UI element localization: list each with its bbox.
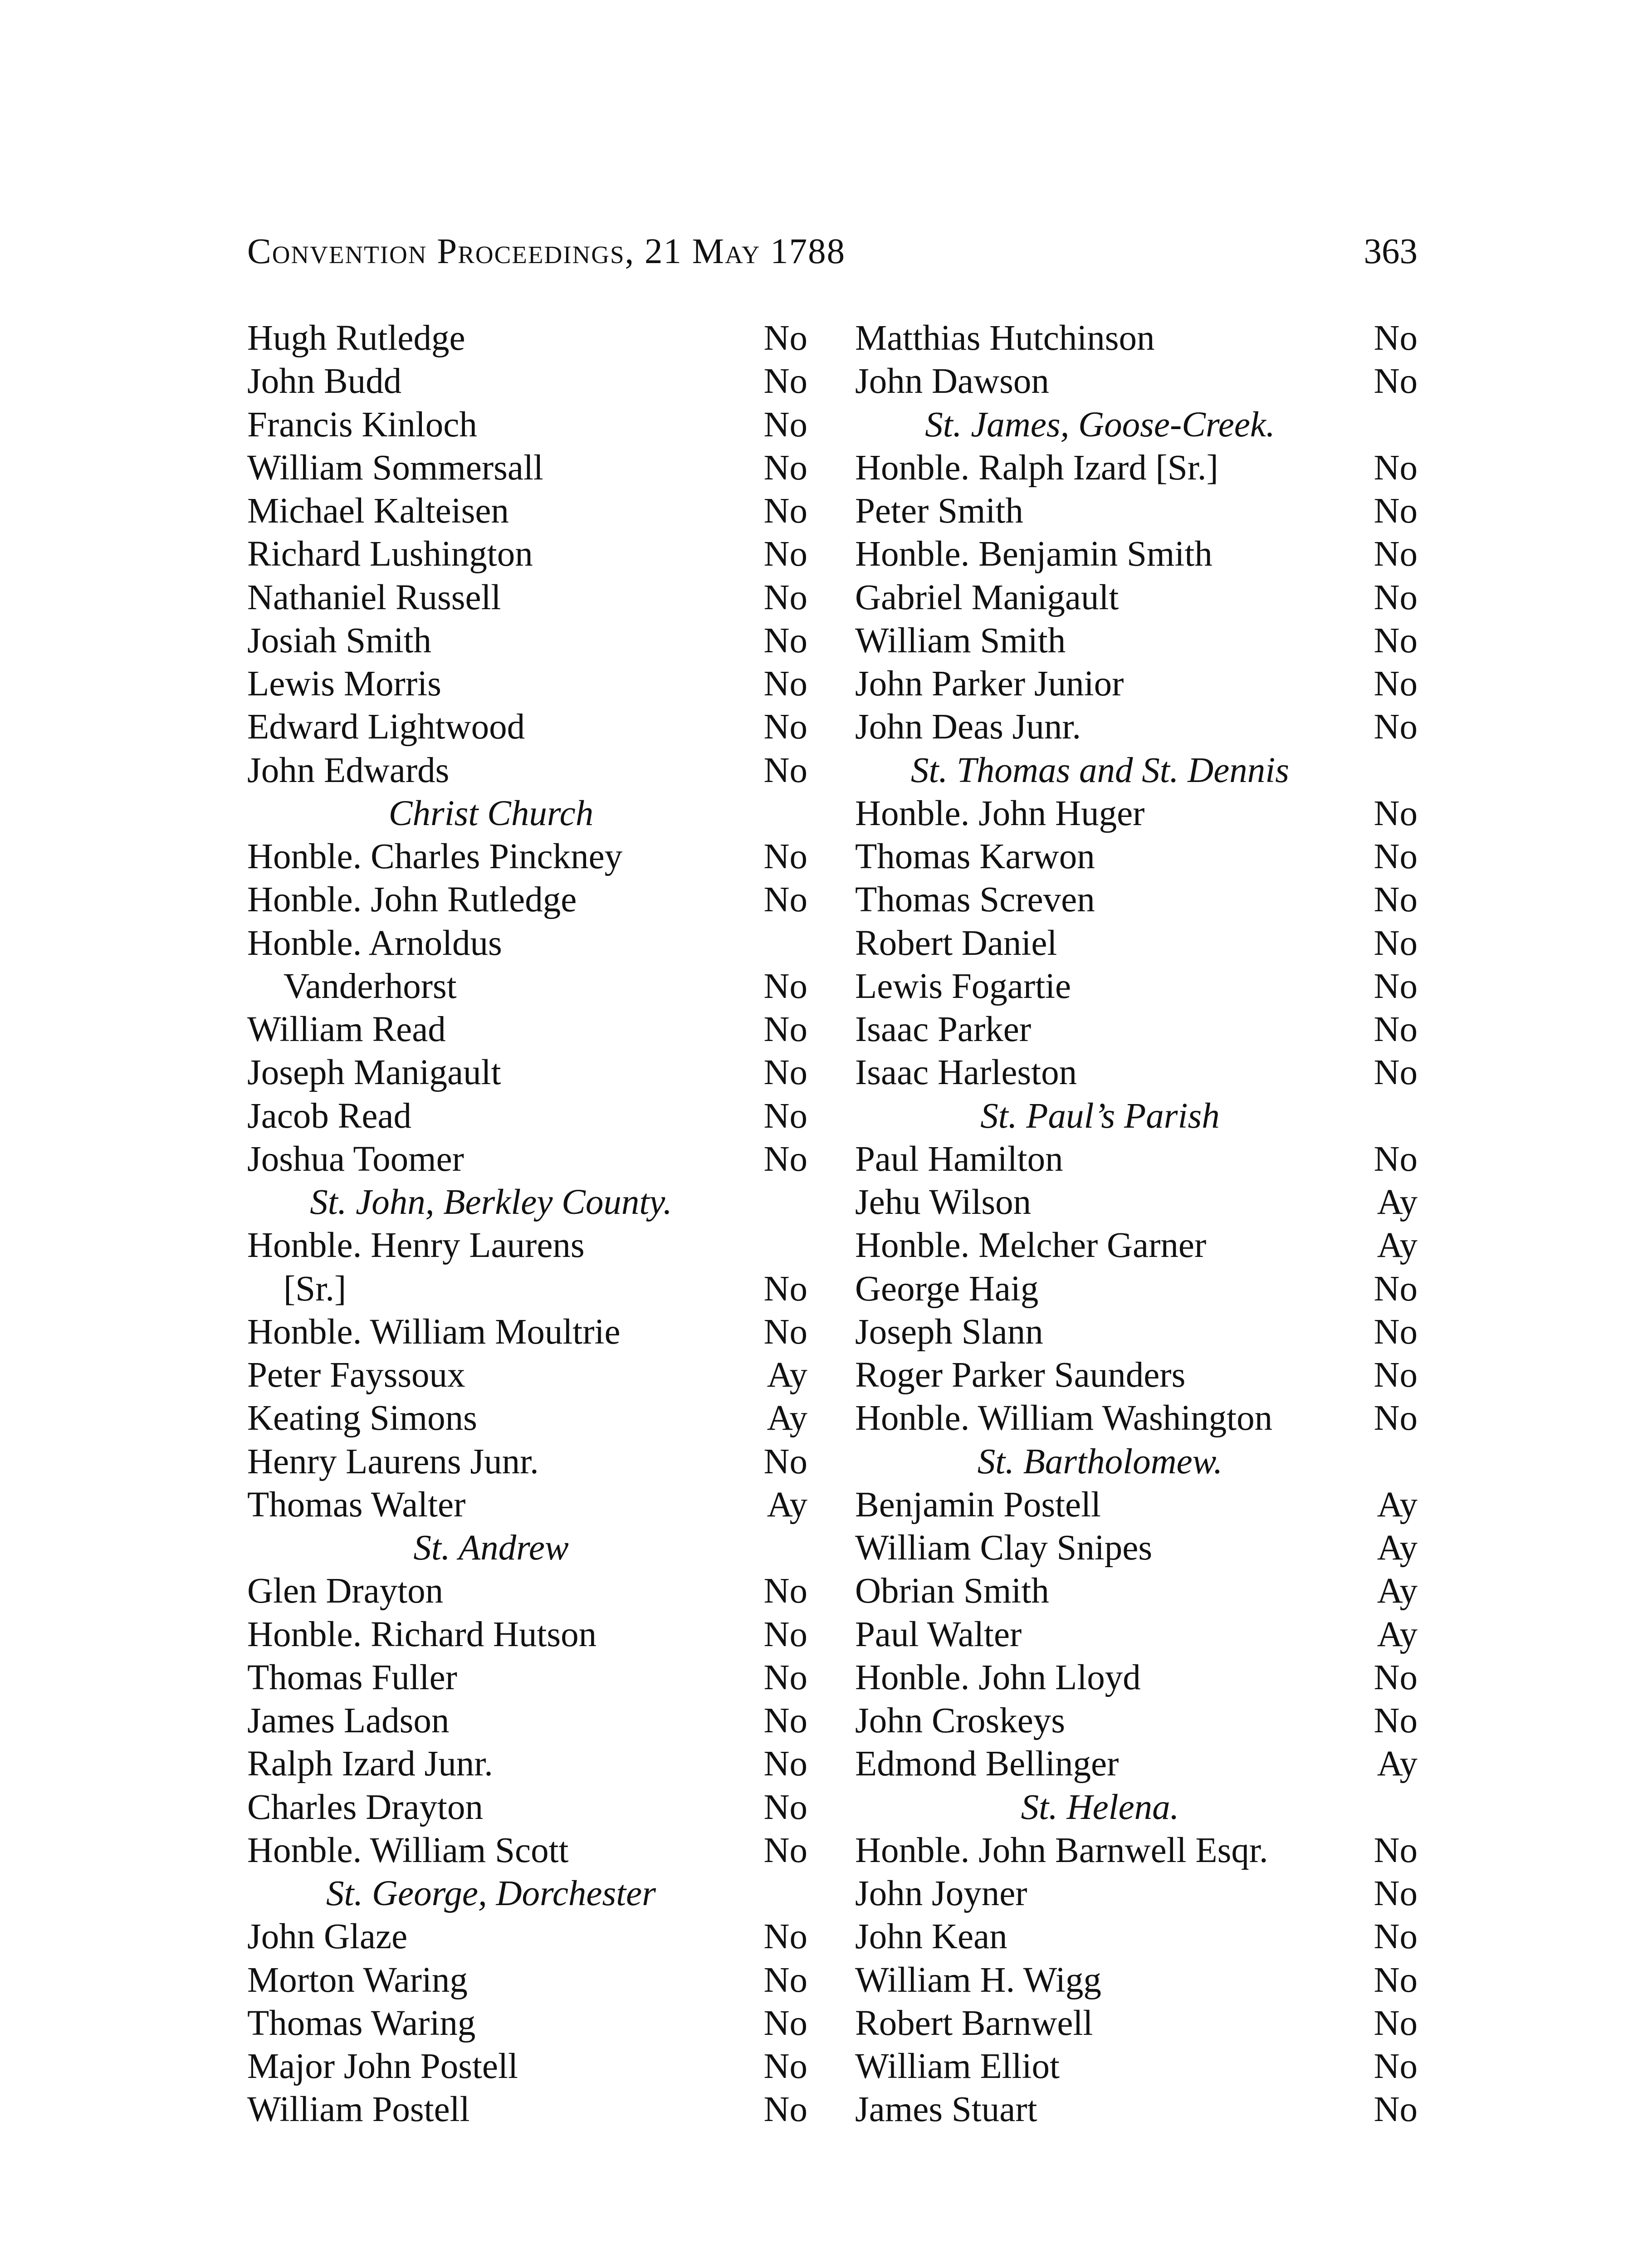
vote-row	[247, 1483, 807, 1526]
vote-value: Ay	[1377, 1528, 1418, 1568]
vote-row	[247, 1095, 807, 1138]
vote-value: No	[1374, 923, 1418, 963]
vote-row	[247, 965, 807, 1008]
member-name: Jacob Read	[247, 1096, 411, 1136]
parish-heading	[247, 1181, 807, 1224]
member-name: Honble. Richard Hutson	[247, 1614, 597, 1654]
member-name: Thomas Screven	[855, 880, 1095, 920]
vote-row	[247, 533, 807, 576]
vote-value: No	[1374, 1960, 1418, 2000]
member-name: James Ladson	[247, 1701, 450, 1740]
member-name: John Kean	[855, 1917, 1007, 1957]
member-name: Roger Parker Saunders	[855, 1355, 1186, 1395]
vote-value: No	[763, 405, 807, 445]
parish-heading	[247, 1526, 807, 1569]
vote-row	[247, 576, 807, 619]
vote-value: No	[763, 1614, 807, 1654]
vote-value: No	[763, 966, 807, 1006]
vote-row	[247, 662, 807, 705]
vote-row	[855, 1397, 1418, 1440]
vote-value: No	[763, 577, 807, 617]
member-name: Henry Laurens Junr.	[247, 1442, 539, 1481]
member-name: Robert Daniel	[855, 923, 1057, 963]
parish-heading	[855, 1440, 1418, 1483]
vote-value: No	[1374, 621, 1418, 660]
vote-row	[855, 1526, 1418, 1569]
running-title: Convention Proceedings, 21 May 1788	[247, 232, 846, 271]
member-name: George Haig	[855, 1269, 1039, 1309]
vote-value: No	[763, 1960, 807, 2000]
member-name: Peter Fayssoux	[247, 1355, 465, 1395]
vote-row	[247, 446, 807, 489]
member-name: Gabriel Manigault	[855, 577, 1119, 617]
vote-value: No	[1374, 966, 1418, 1006]
vote-row	[247, 1915, 807, 1958]
vote-value: No	[1374, 1917, 1418, 1957]
vote-row	[247, 705, 807, 748]
member-name: Glen Drayton	[247, 1571, 444, 1611]
member-name: John Parker Junior	[855, 664, 1124, 704]
vote-value: Ay	[1377, 1226, 1418, 1266]
member-name: Honble. William Moultrie	[247, 1312, 621, 1352]
vote-value: No	[1374, 1053, 1418, 1093]
member-name: Honble. William Washington	[855, 1398, 1273, 1438]
vote-row	[247, 1569, 807, 1613]
vote-value: No	[1374, 1701, 1418, 1740]
member-name: John Joyner	[855, 1874, 1027, 1913]
member-name: Joseph Manigault	[247, 1053, 501, 1093]
vote-value: No	[763, 750, 807, 790]
vote-value: No	[1374, 1139, 1418, 1179]
vote-value: Ay	[1377, 1571, 1418, 1611]
vote-value: No	[763, 448, 807, 488]
member-name: James Stuart	[855, 2090, 1037, 2130]
vote-row	[855, 1354, 1418, 1397]
vote-value: No	[763, 1744, 807, 1784]
vote-row	[855, 1008, 1418, 1051]
parish-name: St. James, Goose-Creek.	[925, 405, 1275, 445]
vote-row	[247, 360, 807, 403]
member-name: Isaac Harleston	[855, 1053, 1077, 1093]
vote-value: No	[1374, 448, 1418, 488]
left-vote-column	[247, 317, 807, 2131]
vote-value: Ay	[1377, 1183, 1418, 1222]
member-name: Joseph Slann	[855, 1312, 1043, 1352]
vote-row	[247, 1267, 807, 1310]
running-header	[247, 227, 1418, 277]
vote-value: No	[1374, 534, 1418, 574]
vote-row	[855, 1181, 1418, 1224]
vote-row	[855, 1959, 1418, 2002]
member-name: Isaac Parker	[855, 1010, 1032, 1049]
vote-row	[855, 878, 1418, 921]
vote-value: No	[1374, 2090, 1418, 2130]
vote-row	[247, 489, 807, 533]
vote-row	[855, 446, 1418, 489]
vote-row	[247, 403, 807, 446]
vote-row	[855, 922, 1418, 965]
vote-row	[855, 1051, 1418, 1094]
vote-value: No	[763, 1139, 807, 1179]
parish-heading	[855, 749, 1418, 792]
parish-name: St. Andrew	[413, 1528, 569, 1568]
vote-row	[247, 317, 807, 360]
vote-row	[247, 1699, 807, 1742]
vote-row	[247, 1656, 807, 1699]
parish-name: St. George, Dorchester	[326, 1874, 656, 1913]
parish-name: St. Paul’s Parish	[980, 1096, 1220, 1136]
vote-row	[855, 489, 1418, 533]
vote-value: No	[763, 2003, 807, 2043]
vote-value: No	[1374, 2003, 1418, 2043]
member-name: Honble. Ralph Izard [Sr.]	[855, 448, 1218, 488]
vote-value: No	[1374, 491, 1418, 531]
parish-heading	[247, 792, 807, 835]
vote-value: No	[763, 2090, 807, 2130]
member-name: Paul Hamilton	[855, 1139, 1063, 1179]
vote-row	[855, 619, 1418, 662]
page-number: 363	[1364, 232, 1418, 271]
member-name: William Clay Snipes	[855, 1528, 1153, 1568]
vote-row	[247, 1959, 807, 2002]
vote-value: No	[1374, 707, 1418, 747]
right-vote-column	[855, 317, 1418, 2131]
vote-value: No	[1374, 1830, 1418, 1870]
vote-value: No	[1374, 1355, 1418, 1395]
vote-value: Ay	[1377, 1744, 1418, 1784]
vote-value: No	[763, 1312, 807, 1352]
parish-name: St. Helena.	[1021, 1787, 1179, 1827]
member-name: John Edwards	[247, 750, 450, 790]
vote-row	[855, 2088, 1418, 2131]
vote-value: Ay	[767, 1398, 807, 1438]
member-name: John Deas Junr.	[855, 707, 1081, 747]
vote-value: No	[1374, 1874, 1418, 1913]
vote-value: No	[1374, 577, 1418, 617]
vote-value: Ay	[767, 1485, 807, 1525]
vote-row	[855, 1310, 1418, 1354]
vote-value: No	[763, 1442, 807, 1481]
vote-value: No	[763, 534, 807, 574]
vote-value: No	[763, 2047, 807, 2086]
vote-row	[855, 792, 1418, 835]
vote-row	[855, 1742, 1418, 1785]
vote-row	[247, 1354, 807, 1397]
member-name: Lewis Fogartie	[855, 966, 1071, 1006]
vote-row	[247, 1310, 807, 1354]
vote-row	[247, 1138, 807, 1181]
member-name: John Croskeys	[855, 1701, 1066, 1740]
vote-value: No	[763, 318, 807, 358]
parish-name: Christ Church	[388, 793, 594, 833]
vote-row	[247, 1742, 807, 1785]
member-name: Paul Walter	[855, 1614, 1022, 1654]
vote-value: No	[1374, 837, 1418, 876]
vote-row	[855, 317, 1418, 360]
vote-value: No	[1374, 1398, 1418, 1438]
vote-value: No	[763, 837, 807, 876]
member-name: Michael Kalteisen	[247, 491, 509, 531]
vote-value: No	[1374, 2047, 1418, 2086]
vote-value: No	[1374, 1269, 1418, 1309]
vote-row	[855, 1138, 1418, 1181]
member-name: Peter Smith	[855, 491, 1023, 531]
vote-value: No	[763, 362, 807, 401]
vote-row	[247, 2002, 807, 2045]
member-name: Lewis Morris	[247, 664, 441, 704]
vote-row	[247, 1786, 807, 1829]
vote-row	[855, 965, 1418, 1008]
vote-value: No	[763, 1830, 807, 1870]
vote-row	[855, 1656, 1418, 1699]
parish-name: St. Thomas and St. Dennis	[911, 750, 1289, 790]
vote-value: No	[1374, 1657, 1418, 1697]
member-name: Honble. Melcher Garner	[855, 1226, 1207, 1266]
parish-heading	[247, 1872, 807, 1915]
vote-value: No	[1374, 664, 1418, 704]
member-name: William Smith	[855, 621, 1066, 660]
vote-row	[247, 835, 807, 878]
vote-value: Ay	[1377, 1485, 1418, 1525]
member-name: Jehu Wilson	[855, 1183, 1032, 1222]
member-name: Edmond Bellinger	[855, 1744, 1119, 1784]
vote-value: No	[763, 1053, 807, 1093]
vote-row	[247, 1051, 807, 1094]
vote-value: No	[763, 1571, 807, 1611]
vote-row	[855, 360, 1418, 403]
member-name: Ralph Izard Junr.	[247, 1744, 493, 1784]
member-name: Honble. Arnoldus	[247, 923, 502, 963]
member-name: John Glaze	[247, 1917, 408, 1957]
member-name: John Budd	[247, 362, 402, 401]
vote-row	[247, 1829, 807, 1872]
vote-value: No	[763, 1657, 807, 1697]
member-name: [Sr.]	[284, 1269, 347, 1309]
vote-row	[247, 1440, 807, 1483]
member-name: Matthias Hutchinson	[855, 318, 1155, 358]
member-name: Richard Lushington	[247, 534, 533, 574]
member-name: William Elliot	[855, 2047, 1060, 2086]
vote-row	[855, 1483, 1418, 1526]
vote-row	[247, 1397, 807, 1440]
vote-value: No	[763, 621, 807, 660]
member-name: Benjamin Postell	[855, 1485, 1101, 1525]
vote-row	[855, 2045, 1418, 2088]
vote-row	[247, 2088, 807, 2131]
parish-heading	[855, 1786, 1418, 1829]
member-name: Nathaniel Russell	[247, 577, 501, 617]
member-name: Honble. John Huger	[855, 793, 1145, 833]
vote-value: No	[763, 1096, 807, 1136]
vote-row	[247, 1008, 807, 1051]
member-name: William Read	[247, 1010, 446, 1049]
vote-row	[855, 1872, 1418, 1915]
vote-row	[855, 576, 1418, 619]
vote-value: No	[1374, 362, 1418, 401]
member-name: Vanderhorst	[284, 966, 457, 1006]
vote-value: No	[763, 707, 807, 747]
member-name: Charles Drayton	[247, 1787, 483, 1827]
vote-value: Ay	[1377, 1614, 1418, 1654]
vote-row	[855, 1613, 1418, 1656]
member-name: William Postell	[247, 2090, 470, 2130]
member-name: William Sommersall	[247, 448, 543, 488]
member-name: Keating Simons	[247, 1398, 477, 1438]
vote-value: No	[763, 664, 807, 704]
member-name: Honble. John Barnwell Esqr.	[855, 1830, 1268, 1870]
vote-value: No	[763, 1269, 807, 1309]
member-name: John Dawson	[855, 362, 1049, 401]
vote-value: No	[763, 491, 807, 531]
member-name: Honble. John Lloyd	[855, 1657, 1141, 1697]
vote-value: No	[763, 880, 807, 920]
vote-row	[855, 705, 1418, 748]
member-name: Honble. Henry Laurens	[247, 1226, 585, 1266]
member-name: Honble. John Rutledge	[247, 880, 577, 920]
vote-value: No	[1374, 880, 1418, 920]
vote-row	[247, 2045, 807, 2088]
member-name: Thomas Fuller	[247, 1657, 457, 1697]
vote-row	[855, 1829, 1418, 1872]
member-name: Robert Barnwell	[855, 2003, 1093, 2043]
vote-value: No	[763, 1701, 807, 1740]
member-name: Hugh Rutledge	[247, 318, 465, 358]
member-name: Josiah Smith	[247, 621, 432, 660]
member-name: Thomas Waring	[247, 2003, 476, 2043]
member-name: Major John Postell	[247, 2047, 518, 2086]
vote-row	[855, 1915, 1418, 1958]
vote-row	[855, 533, 1418, 576]
vote-row	[247, 749, 807, 792]
member-name: Morton Waring	[247, 1960, 468, 2000]
member-name: Thomas Karwon	[855, 837, 1095, 876]
vote-row	[855, 662, 1418, 705]
vote-row	[247, 1613, 807, 1656]
vote-row	[855, 835, 1418, 878]
member-name: William H. Wigg	[855, 1960, 1101, 2000]
vote-row	[855, 2002, 1418, 2045]
vote-row	[855, 1267, 1418, 1310]
parish-heading	[855, 403, 1418, 446]
member-name: Honble. Charles Pinckney	[247, 837, 623, 876]
parish-name: St. Bartholomew.	[977, 1442, 1223, 1481]
member-name: Joshua Toomer	[247, 1139, 464, 1179]
parish-name: St. John, Berkley County.	[310, 1183, 672, 1222]
vote-row	[855, 1224, 1418, 1267]
member-name: Thomas Walter	[247, 1485, 466, 1525]
member-name: Obrian Smith	[855, 1571, 1049, 1611]
vote-value: No	[1374, 1312, 1418, 1352]
vote-value: No	[1374, 1010, 1418, 1049]
vote-value: No	[763, 1917, 807, 1957]
vote-row	[247, 878, 807, 921]
vote-value: Ay	[767, 1355, 807, 1395]
vote-row	[247, 922, 807, 965]
vote-value: No	[763, 1010, 807, 1049]
vote-value: No	[763, 1787, 807, 1827]
parish-heading	[855, 1095, 1418, 1138]
vote-row	[855, 1569, 1418, 1613]
member-name: Edward Lightwood	[247, 707, 525, 747]
vote-row	[855, 1699, 1418, 1742]
vote-row	[247, 1224, 807, 1267]
vote-value: No	[1374, 793, 1418, 833]
vote-value: No	[1374, 318, 1418, 358]
member-name: Francis Kinloch	[247, 405, 477, 445]
member-name: Honble. William Scott	[247, 1830, 569, 1870]
member-name: Honble. Benjamin Smith	[855, 534, 1213, 574]
vote-row	[247, 619, 807, 662]
